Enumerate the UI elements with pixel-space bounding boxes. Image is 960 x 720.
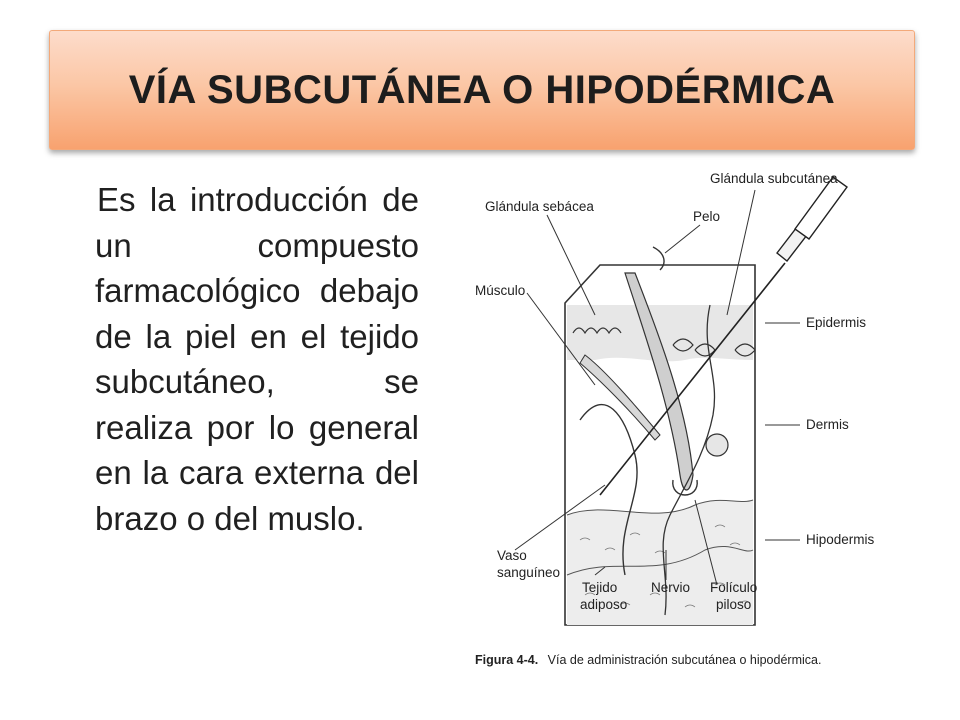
caption-figure-number: Figura 4-4. bbox=[475, 653, 539, 667]
caption-text: Vía de administración subcutánea o hipodérmica. bbox=[547, 653, 822, 667]
title-banner bbox=[49, 30, 915, 150]
label-tejido-2: adiposo bbox=[580, 597, 628, 612]
slide-body-text: Es la introducción de un compuesto farmacológico debajo de la piel en el tejido subcutáneo, se realiza por lo general en la cara externa del brazo o del muslo. bbox=[95, 181, 419, 537]
subcutaneous-gland bbox=[706, 434, 728, 456]
syringe-needle bbox=[600, 263, 785, 495]
label-hipodermis: Hipodermis bbox=[806, 532, 875, 547]
figure-caption bbox=[475, 651, 821, 668]
label-dermis: Dermis bbox=[806, 417, 849, 432]
label-foliculo-2: piloso bbox=[716, 597, 752, 612]
label-foliculo-1: Folículo bbox=[710, 580, 758, 595]
label-vaso-1: Vaso bbox=[497, 548, 527, 563]
label-glandula-subcutanea: Glándula subcutánea bbox=[710, 171, 838, 186]
label-epidermis: Epidermis bbox=[806, 315, 867, 330]
label-nervio: Nervio bbox=[651, 580, 691, 595]
hair-above-skin bbox=[653, 247, 664, 270]
label-tejido-1: Tejido bbox=[582, 580, 618, 595]
label-pelo: Pelo bbox=[693, 209, 721, 224]
label-vaso-2: sanguíneo bbox=[497, 565, 561, 580]
label-glandula-sebacea: Glándula sebácea bbox=[485, 199, 594, 214]
skin-diagram bbox=[455, 155, 920, 685]
arrector-muscle bbox=[580, 355, 660, 440]
slide-title: VÍA SUBCUTÁNEA O HIPODÉRMICA bbox=[128, 67, 836, 112]
label-musculo: Músculo bbox=[475, 283, 526, 298]
skin-diagram-svg bbox=[455, 155, 920, 685]
syringe-body bbox=[795, 177, 847, 239]
